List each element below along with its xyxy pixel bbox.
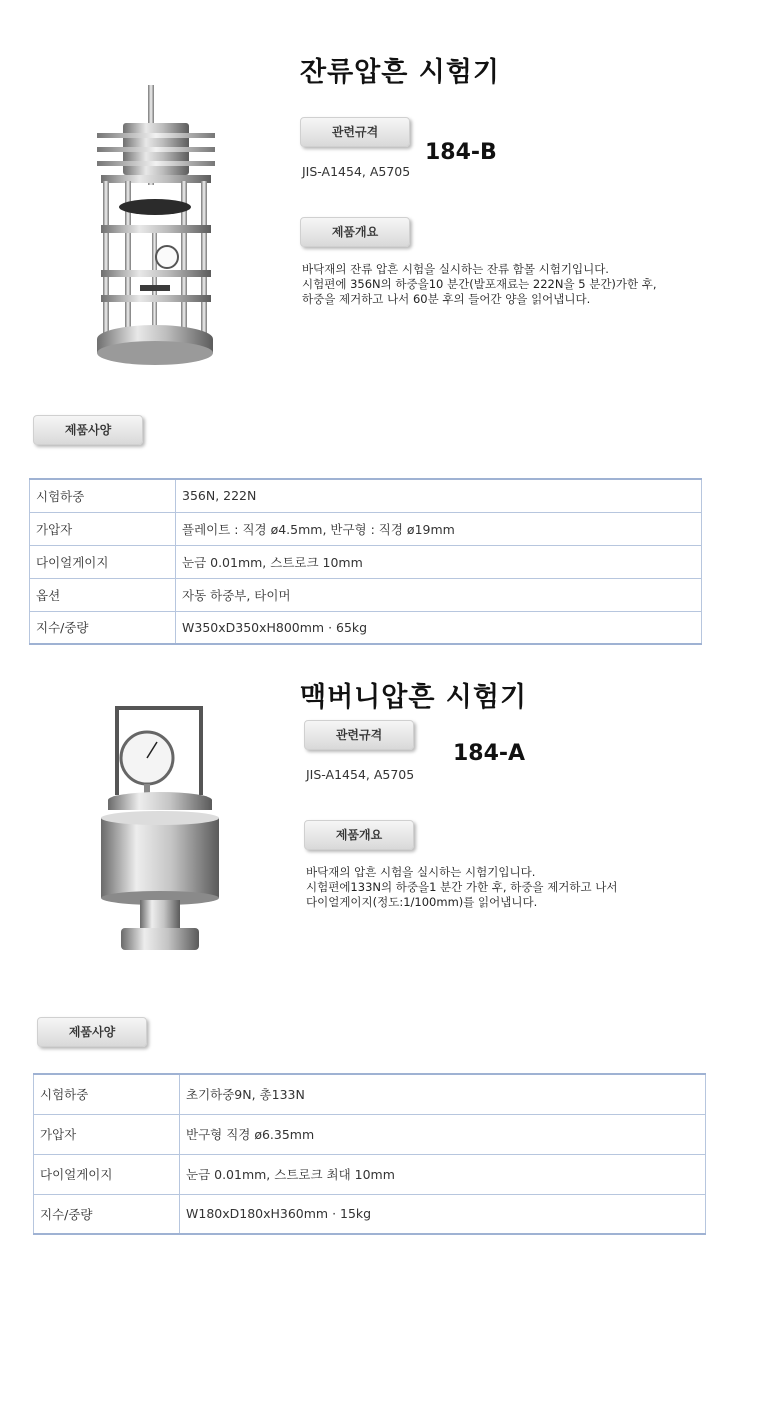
product2-description-line: 바닥재의 압흔 시험을 실시하는 시험기입니다. [306, 865, 536, 879]
product1-description-line: 하중을 제거하고 나서 60분 후의 들어간 양을 읽어냅니다. [302, 292, 591, 306]
product1-standard: JIS-A1454, A5705 [302, 164, 411, 179]
table-row [30, 512, 702, 545]
table-row [34, 1194, 706, 1234]
product2-standard: JIS-A1454, A5705 [306, 767, 415, 782]
product1-overview-label: 제품개요 [300, 217, 410, 247]
product1-standard-label: 관련규격 [300, 117, 410, 147]
spec-key: 지수/중량 [34, 1194, 180, 1234]
spec-value: W350xD350xH800mm · 65kg [176, 611, 702, 644]
product2-description [306, 865, 618, 910]
table-row [30, 479, 702, 512]
spec-key: 시험하중 [30, 479, 176, 512]
product1-image [85, 85, 225, 375]
spec-key: 다이얼게이지 [30, 545, 176, 578]
spec-value: 자동 하중부, 타이머 [176, 578, 702, 611]
spec-key: 옵션 [30, 578, 176, 611]
product2-overview-label: 제품개요 [304, 820, 414, 850]
product2-standard-label: 관련규격 [304, 720, 414, 750]
spec-value: 356N, 222N [176, 479, 702, 512]
product1-spec-table [29, 478, 702, 645]
product1-description-line: 바닥재의 잔류 압흔 시험을 실시하는 잔류 함몰 시험기입니다. [302, 262, 609, 276]
product2-spec-label: 제품사양 [37, 1017, 147, 1047]
product1-code: 184-B [425, 140, 497, 165]
spec-value: 반구형 직경 ø6.35mm [180, 1114, 706, 1154]
spec-key: 가압자 [30, 512, 176, 545]
spec-value: 초기하중9N, 총133N [180, 1074, 706, 1114]
product1-title: 잔류압흔 시험기 [300, 57, 500, 88]
table-row [34, 1154, 706, 1194]
spec-key: 다이얼게이지 [34, 1154, 180, 1194]
product2-title: 맥버니압흔 시험기 [300, 682, 528, 713]
product1-description [302, 262, 657, 307]
spec-value: W180xD180xH360mm · 15kg [180, 1194, 706, 1234]
product2-description-line: 다이얼게이지(정도:1/100mm)를 읽어냅니다. [306, 895, 538, 909]
spec-key: 가압자 [34, 1114, 180, 1154]
table-row [30, 545, 702, 578]
product2-description-line: 시험편에133N의 하중을1 분간 가한 후, 하중을 제거하고 나서 [306, 880, 618, 894]
spec-value: 눈금 0.01mm, 스트로크 최대 10mm [180, 1154, 706, 1194]
table-row [34, 1114, 706, 1154]
product2-image [95, 700, 225, 960]
product1-description-line: 시험편에 356N의 하중을10 분간(발포재료는 222N을 5 분간)가한 후, [302, 277, 657, 291]
spec-value: 눈금 0.01mm, 스트로크 10mm [176, 545, 702, 578]
table-row [30, 611, 702, 644]
spec-key: 시험하중 [34, 1074, 180, 1114]
spec-value: 플레이트 : 직경 ø4.5mm, 반구형 : 직경 ø19mm [176, 512, 702, 545]
table-row [34, 1074, 706, 1114]
table-row [30, 578, 702, 611]
product1-spec-label: 제품사양 [33, 415, 143, 445]
spec-key: 지수/중량 [30, 611, 176, 644]
product2-code: 184-A [453, 741, 526, 766]
product2-spec-table [33, 1073, 706, 1235]
